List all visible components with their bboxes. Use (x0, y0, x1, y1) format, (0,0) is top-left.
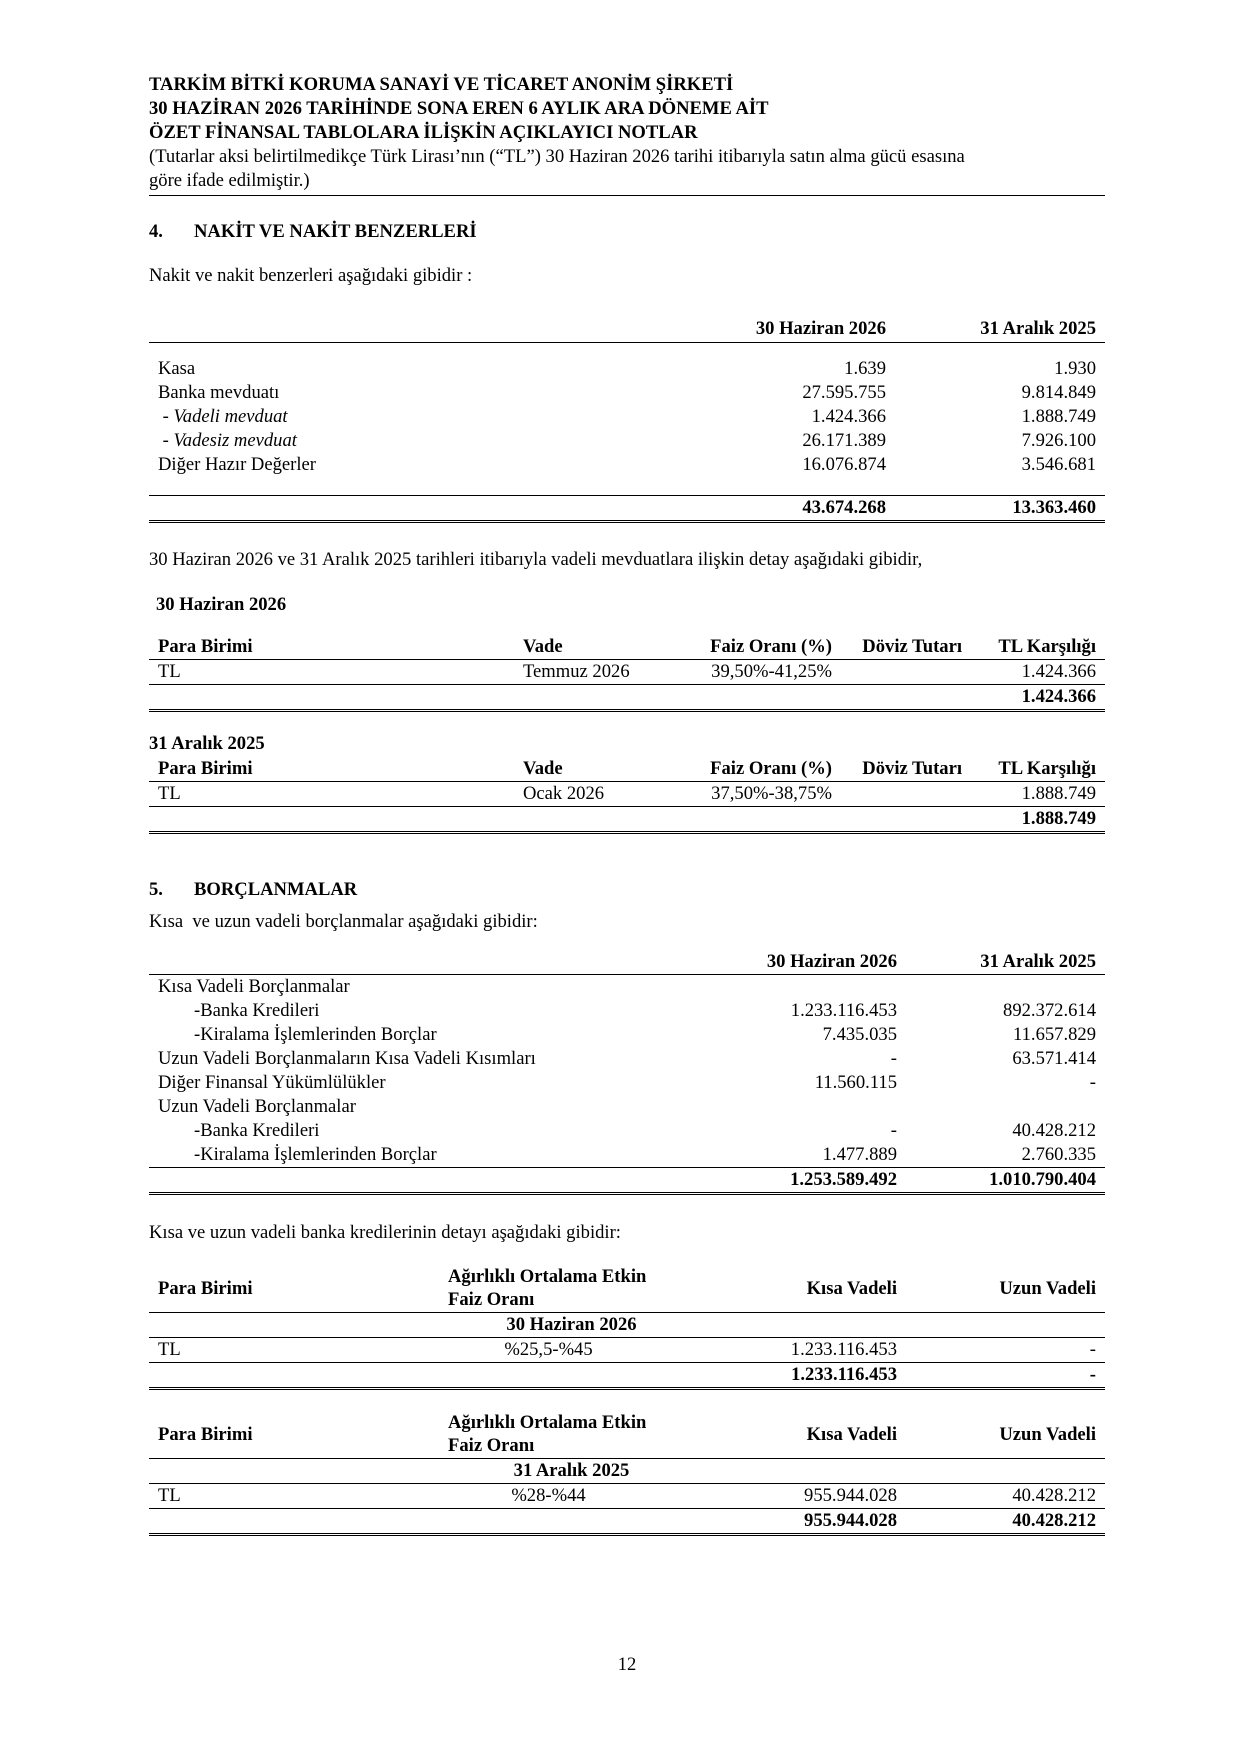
cash-label-header (149, 312, 631, 343)
deposit-2025-table: Para Birimi Vade Faiz Oranı (%) Döviz Tutarı TL Karşılığı TL Ocak 2026 37,50%-38,75% 1.888.749 1.888.749 (149, 756, 1105, 834)
credit-2025-total-row: 955.944.028 40.428.212 (149, 1509, 1105, 1535)
table-row: Banka mevduatı 27.595.755 9.814.849 (158, 382, 1096, 403)
table-row: TL Ocak 2026 37,50%-38,75% 1.888.749 (158, 783, 1096, 804)
table-row: Kasa 1.639 1.930 (158, 358, 1096, 379)
cash-col-2025: 31 Aralık 2025 (895, 312, 1105, 343)
deposit-intro: 30 Haziran 2026 ve 31 Aralık 2025 tarihleri itibarıyla vadeli mevduatlara ilişkin detay aşağıdaki gibidir, (149, 549, 923, 570)
table-row: Kısa Vadeli Borçlanmalar (158, 976, 350, 997)
report-header (149, 0, 1105, 193)
company-name: TARKİM BİTKİ KORUMA SANAYİ VE TİCARET ANONİM ŞİRKETİ (149, 74, 734, 95)
credit-2025-table: 31 Aralık 2025 Para Birimi Ağırlıklı Ortalama Etkin Faiz Oranı Kısa Vadeli Uzun Vadeli TL %28-%44 955.944.028 40.428.212 955.944.028 40.428.212 (149, 1410, 1105, 1536)
table-row: Diğer Hazır Değerler 16.076.874 3.546.681 (158, 454, 1096, 475)
header-divider (149, 195, 1105, 196)
report-title: ÖZET FİNANSAL TABLOLARA İLİŞKİN AÇIKLAYICI NOTLAR (149, 122, 698, 143)
table-row: -Banka Kredileri 1.233.116.453 892.372.614 (194, 1000, 1096, 1021)
cash-total-row (149, 496, 1105, 522)
table-row: TL %25,5-%45 1.233.116.453 - (158, 1339, 1096, 1360)
borrowings-col-2026: 30 Haziran 2026 (665, 948, 906, 975)
deposit-2026-title: 30 Haziran 2026 (156, 594, 287, 615)
table-row: Diğer Finansal Yükümlülükler 11.560.115 - (158, 1072, 1096, 1093)
borrowings-table (149, 948, 1105, 1195)
credit-intro: Kısa ve uzun vadeli banka kredilerinin detayı aşağıdaki gibidir: (149, 1222, 621, 1243)
table-row: Uzun Vadeli Borçlanmalar (158, 1096, 356, 1117)
deposit-2025-title: 31 Aralık 2025 (149, 733, 265, 754)
credit-2026-total-row: 1.233.116.453 - (149, 1363, 1105, 1389)
cash-intro: Nakit ve nakit benzerleri aşağıdaki gibidir : (149, 265, 473, 286)
section-4-heading (149, 220, 1105, 244)
borrowings-intro: Kısa ve uzun vadeli borçlanmalar aşağıdaki gibidir: (149, 911, 538, 932)
table-row: Uzun Vadeli Borçlanmaların Kısa Vadeli Kısımları - 63.571.414 (158, 1048, 1096, 1069)
table-row: -Kiralama İşlemlerinden Borçlar 1.477.889 2.760.335 (194, 1144, 1096, 1165)
section-4-title: NAKİT VE NAKİT BENZERLERİ (194, 221, 477, 242)
report-period: 30 HAZİRAN 2026 TARİHİNDE SONA EREN 6 AYLIK ARA DÖNEME AİT (149, 98, 769, 119)
borrowings-col-2025: 31 Aralık 2025 (906, 948, 1105, 975)
section-4-number: 4. (149, 221, 163, 242)
cash-total-2026: 43.674.268 (631, 496, 895, 522)
table-row: TL Temmuz 2026 39,50%-41,25% 1.424.366 (158, 661, 1096, 682)
table-row: -Kiralama İşlemlerinden Borçlar 7.435.035 11.657.829 (194, 1024, 1096, 1045)
cash-total-2025: 13.363.460 (895, 496, 1105, 522)
page-number: 12 (617, 1654, 637, 1675)
deposit-2026-total-row: 1.424.366 (149, 685, 1105, 711)
credit-2025-title: 31 Aralık 2025 (149, 1459, 1105, 1484)
cash-table (149, 312, 1105, 523)
credit-2026-title: 30 Haziran 2026 (149, 1313, 1105, 1338)
cash-col-2026: 30 Haziran 2026 (631, 312, 895, 343)
deposit-2026-table: Para Birimi Vade Faiz Oranı (%) Döviz Tutarı TL Karşılığı TL Temmuz 2026 39,50%-41,25% 1.424.366 1.424.366 (149, 634, 1105, 712)
section-5-number: 5. (149, 879, 163, 900)
section-5-title: BORÇLANMALAR (194, 879, 358, 900)
currency-note-line1: (Tutarlar aksi belirtilmedikçe Türk Lirası’nın (“TL”) 30 Haziran 2026 tarihi itibarıyla satın alma gücü esasına (149, 146, 965, 167)
currency-note-line2: göre ifade edilmiştir.) (149, 170, 310, 191)
borrowings-total-row (149, 1168, 1105, 1194)
table-row: - Vadeli mevduat 1.424.366 1.888.749 (158, 406, 1096, 427)
section-5-heading (149, 878, 1105, 902)
document-page (149, 0, 1105, 1675)
borrowings-total-2026: 1.253.589.492 (665, 1168, 906, 1194)
credit-2026-table: 30 Haziran 2026 Para Birimi Ağırlıklı Ortalama Etkin Faiz Oranı Kısa Vadeli Uzun Vadeli TL %25,5-%45 1.233.116.453 - 1.233.116.453 - (149, 1264, 1105, 1390)
borrowings-total-2025: 1.010.790.404 (906, 1168, 1105, 1194)
deposit-2025-total-row: 1.888.749 (149, 807, 1105, 833)
table-row: -Banka Kredileri - 40.428.212 (194, 1120, 1096, 1141)
table-row: TL %28-%44 955.944.028 40.428.212 (158, 1485, 1096, 1506)
table-row: - Vadesiz mevduat 26.171.389 7.926.100 (158, 430, 1096, 451)
